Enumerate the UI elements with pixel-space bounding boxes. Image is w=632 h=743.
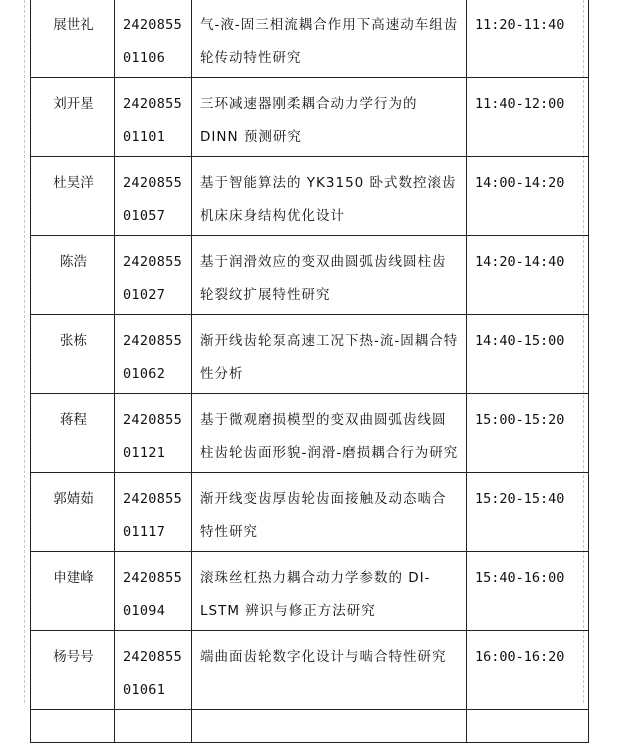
thesis-title: 基于智能算法的 YK3150 卧式数控滚齿机床床身结构优化设计 <box>192 157 467 236</box>
table-row <box>31 473 589 552</box>
thesis-title: 端曲面齿轮数字化设计与啮合特性研究 <box>192 631 467 710</box>
student-id-part-1: 2420855 <box>123 333 182 349</box>
empty-cell <box>31 710 115 743</box>
table-row <box>31 394 589 473</box>
student-name: 展世礼 <box>31 0 115 78</box>
student-id-part-2: 01062 <box>123 366 166 382</box>
time-slot: 14:00-14:20 <box>467 157 589 236</box>
schedule-rows <box>31 0 589 743</box>
student-id <box>115 157 192 236</box>
thesis-title: 渐开线变齿厚齿轮齿面接触及动态啮合特性研究 <box>192 473 467 552</box>
student-id-part-1: 2420855 <box>123 96 182 112</box>
student-id-part-1: 2420855 <box>123 570 182 586</box>
thesis-title: 滚珠丝杠热力耦合动力学参数的 DI-LSTM 辨识与修正方法研究 <box>192 552 467 631</box>
student-id-part-1: 2420855 <box>123 491 182 507</box>
student-name: 张栋 <box>31 315 115 394</box>
student-id-part-1: 2420855 <box>123 254 182 270</box>
table-row <box>31 315 589 394</box>
time-slot: 15:20-15:40 <box>467 473 589 552</box>
empty-cell <box>192 710 467 743</box>
empty-cell <box>115 710 192 743</box>
time-slot: 15:40-16:00 <box>467 552 589 631</box>
student-name: 杨号号 <box>31 631 115 710</box>
time-slot: 14:40-15:00 <box>467 315 589 394</box>
student-name: 蒋程 <box>31 394 115 473</box>
student-id <box>115 473 192 552</box>
table-row <box>31 236 589 315</box>
time-slot: 11:40-12:00 <box>467 78 589 157</box>
thesis-title: 三环减速器刚柔耦合动力学行为的 DINN 预测研究 <box>192 78 467 157</box>
student-id-part-2: 01057 <box>123 208 166 224</box>
student-name: 郭婧茹 <box>31 473 115 552</box>
table-row <box>31 157 589 236</box>
student-id-part-2: 01061 <box>123 682 166 698</box>
student-id <box>115 315 192 394</box>
table-row <box>31 631 589 710</box>
table-row <box>31 552 589 631</box>
student-id-part-2: 01106 <box>123 50 166 66</box>
empty-row <box>31 710 589 743</box>
student-id-part-1: 2420855 <box>123 175 182 191</box>
empty-cell <box>467 710 589 743</box>
thesis-title: 基于微观磨损模型的变双曲圆弧齿线圆柱齿轮齿面形貌-润滑-磨损耦合行为研究 <box>192 394 467 473</box>
student-id-part-1: 2420855 <box>123 17 182 33</box>
thesis-title: 气-液-固三相流耦合作用下高速动车组齿轮传动特性研究 <box>192 0 467 78</box>
student-id-part-2: 01117 <box>123 524 166 540</box>
student-id-part-2: 01101 <box>123 129 166 145</box>
table-row <box>31 78 589 157</box>
student-id <box>115 394 192 473</box>
student-name: 刘开星 <box>31 78 115 157</box>
student-name: 申建峰 <box>31 552 115 631</box>
student-id <box>115 78 192 157</box>
student-id-part-1: 2420855 <box>123 649 182 665</box>
thesis-title: 基于润滑效应的变双曲圆弧齿线圆柱齿轮裂纹扩展特性研究 <box>192 236 467 315</box>
student-id-part-1: 2420855 <box>123 412 182 428</box>
time-slot: 14:20-14:40 <box>467 236 589 315</box>
schedule-table <box>30 0 589 743</box>
student-id <box>115 631 192 710</box>
student-name: 陈浩 <box>31 236 115 315</box>
student-id-part-2: 01094 <box>123 603 166 619</box>
student-id <box>115 0 192 78</box>
thesis-title: 渐开线齿轮泵高速工况下热-流-固耦合特性分析 <box>192 315 467 394</box>
time-slot: 15:00-15:20 <box>467 394 589 473</box>
student-id-part-2: 01121 <box>123 445 166 461</box>
table-row <box>31 0 589 78</box>
time-slot: 16:00-16:20 <box>467 631 589 710</box>
student-name: 杜昊洋 <box>31 157 115 236</box>
student-id <box>115 236 192 315</box>
student-id-part-2: 01027 <box>123 287 166 303</box>
time-slot: 11:20-11:40 <box>467 0 589 78</box>
student-id <box>115 552 192 631</box>
